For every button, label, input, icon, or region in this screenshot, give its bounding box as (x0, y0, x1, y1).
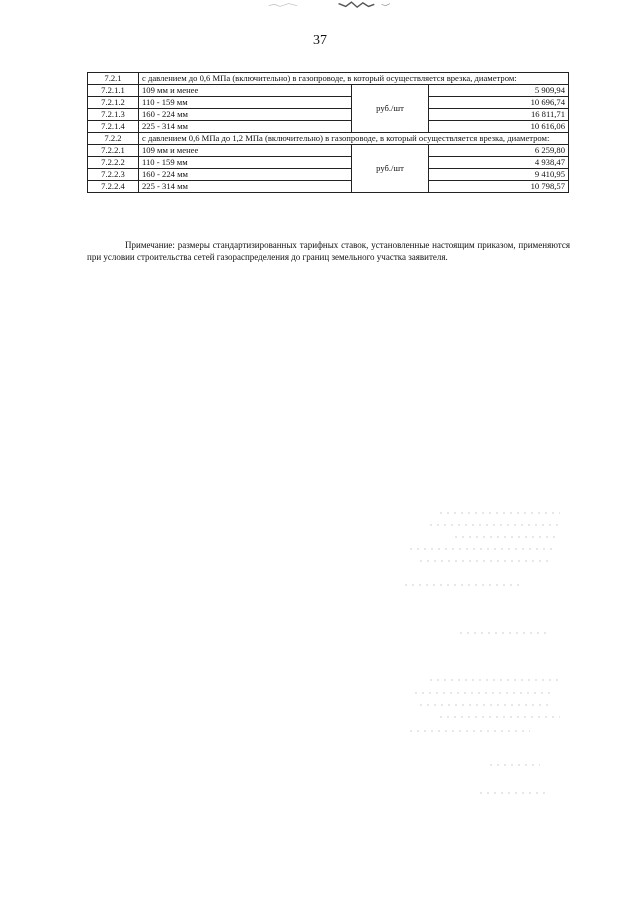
item-code: 7.2.2.4 (88, 181, 139, 193)
table-section-row (88, 73, 569, 85)
item-price: 4 938,47 (429, 157, 569, 169)
unit-cell: руб./шт (352, 145, 429, 193)
table-row (88, 85, 569, 97)
item-code: 7.2.1.1 (88, 85, 139, 97)
item-code: 7.2.1.3 (88, 109, 139, 121)
table-row (88, 121, 569, 133)
item-price: 16 811,71 (429, 109, 569, 121)
tariff-table (87, 72, 569, 193)
section-description: с давлением 0,6 МПа до 1,2 МПа (включительно) в газопроводе, в который осуществляется врезка, диаметром: (139, 133, 569, 145)
item-price: 9 410,95 (429, 169, 569, 181)
item-diameter: 110 - 159 мм (139, 97, 352, 109)
bleed-through-marks (400, 505, 570, 825)
section-description: с давлением до 0,6 МПа (включительно) в газопроводе, в который осуществляется врезка, диаметром: (139, 73, 569, 85)
item-code: 7.2.2.2 (88, 157, 139, 169)
item-price: 10 616,06 (429, 121, 569, 133)
item-diameter: 109 мм и менее (139, 85, 352, 97)
note-paragraph: Примечание: размеры стандартизированных тарифных ставок, установленные настоящим приказом, применяются при условии строительства сетей газораспределения до границ земельного участка заявителя. (87, 240, 570, 262)
item-code: 7.2.2.3 (88, 169, 139, 181)
item-price: 6 259,80 (429, 145, 569, 157)
item-code: 7.2.2.1 (88, 145, 139, 157)
item-code: 7.2.1.2 (88, 97, 139, 109)
table-row (88, 145, 569, 157)
item-diameter: 109 мм и менее (139, 145, 352, 157)
table-row (88, 157, 569, 169)
item-price: 5 909,94 (429, 85, 569, 97)
unit-cell: руб./шт (352, 85, 429, 133)
section-code: 7.2.1 (88, 73, 139, 85)
item-diameter: 225 - 314 мм (139, 121, 352, 133)
item-diameter: 160 - 224 мм (139, 109, 352, 121)
table-section-row (88, 133, 569, 145)
section-code: 7.2.2 (88, 133, 139, 145)
item-diameter: 110 - 159 мм (139, 157, 352, 169)
table-row (88, 169, 569, 181)
table-row (88, 97, 569, 109)
item-price: 10 696,74 (429, 97, 569, 109)
item-diameter: 160 - 224 мм (139, 169, 352, 181)
table-row (88, 109, 569, 121)
item-diameter: 225 - 314 мм (139, 181, 352, 193)
scan-smudge (240, 0, 430, 10)
item-code: 7.2.1.4 (88, 121, 139, 133)
item-price: 10 798,57 (429, 181, 569, 193)
page-number: 37 (313, 33, 327, 48)
table-row (88, 181, 569, 193)
